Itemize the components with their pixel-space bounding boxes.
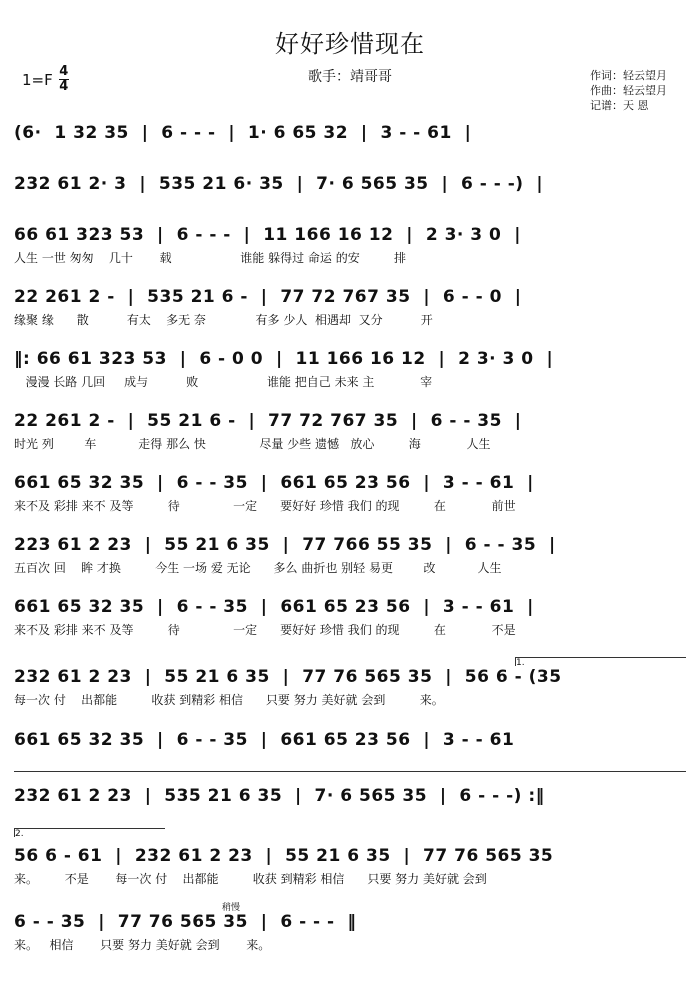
lyrics: 来不及 彩排 来不 及等 待 一定 要好好 珍惜 我们 的现 在 前世 (14, 499, 516, 513)
lyrics (14, 755, 686, 771)
composer: 作曲：轻云望月 (590, 84, 667, 97)
lyricist: 作词：轻云望月 (590, 69, 667, 82)
lyrics (14, 811, 686, 827)
score-row-14 (14, 911, 686, 952)
notes: 661 65 32 35 | 6 - - 35 | 661 65 23 56 | 3 - - 61 | (14, 473, 534, 493)
notes: 56 6 - 61 | 232 61 2 23 | 55 21 6 35 | 77 76 565 35 (14, 846, 554, 866)
time-bottom: 4 (59, 79, 69, 94)
score-row-7 (14, 472, 686, 513)
lyrics: 来。 相信 只要 努力 美好就 会到 来。 (14, 938, 271, 952)
notes: 232 61 2· 3 | 535 21 6· 35 | 7· 6 565 35 | 6 - - -) | (14, 174, 544, 194)
notes: 232 61 2 23 | 55 21 6 35 | 77 76 565 35 | 56 6 - (35 (14, 667, 562, 687)
time-top: 4 (59, 64, 69, 79)
lyrics: 来不及 彩排 来不 及等 待 一定 要好好 珍惜 我们 的现 在 不是 (14, 623, 516, 637)
notes: 661 65 32 35 | 6 - - 35 | 661 65 23 56 | 3 - - 61 | (14, 597, 534, 617)
score-row-11 (14, 729, 686, 763)
tempo-mark: 稍慢 (222, 903, 241, 913)
notes: (6· 1 32 35 | 6 - - - | 1· 6 65 32 | 3 - - 61 | (14, 123, 472, 143)
lyrics: 时光 列 车 走得 那么 快 尽量 少些 遗憾 放心 海 人生 (14, 437, 491, 451)
score-row-5 (14, 348, 686, 389)
volta-1: 1. (515, 657, 686, 666)
notes: 661 65 32 35 | 6 - - 35 | 661 65 23 56 | 3 - - 61 (14, 730, 515, 750)
notes: 66 61 323 53 | 6 - - - | 11 166 16 12 | 2 3· 3 0 | (14, 225, 521, 245)
lyrics (14, 199, 686, 215)
lyrics: 五百次 回 眸 才换 今生 一场 爱 无论 多么 曲折也 别轻 易更 改 人生 (14, 561, 502, 575)
score-row-13 (14, 845, 686, 886)
volta-line (14, 771, 686, 772)
score-row-3 (14, 224, 686, 265)
score-row-2 (14, 173, 686, 207)
score-row-9 (14, 596, 686, 637)
notes: 232 61 2 23 | 535 21 6 35 | 7· 6 565 35 | 6 - - -) :‖ (14, 786, 545, 806)
notes: 22 261 2 - | 55 21 6 - | 77 72 767 35 | 6 - - 35 | (14, 411, 522, 431)
notes: 22 261 2 - | 535 21 6 - | 77 72 767 35 | 6 - - 0 | (14, 287, 522, 307)
lyrics: 来。 不是 每一次 付 出都能 收获 到精彩 相信 只要 努力 美好就 会到 (14, 872, 487, 886)
score-row-6 (14, 410, 686, 451)
score-row-4 (14, 286, 686, 327)
lyrics (14, 148, 686, 164)
song-title: 好好珍惜现在 (275, 30, 425, 58)
singer-label: 歌手：靖哥哥 (308, 69, 392, 85)
score-row-10 (14, 666, 686, 707)
lyrics: 缘聚 缘 散 有太 多无 奈 有多 少人 相遇却 又分 开 (14, 313, 433, 327)
transcriber: 记谱：天 恩 (590, 99, 649, 112)
lyrics: 每一次 付 出都能 收获 到精彩 相信 只要 努力 美好就 会到 来。 (14, 693, 444, 707)
notes: 6 - - 35 | 77 76 565 35 | 6 - - - ‖ (14, 912, 357, 932)
score-row-8 (14, 534, 686, 575)
score-row-1 (14, 122, 686, 156)
lyrics: 人生 一世 匆匆 几十 载 谁能 躲得过 命运 的安 排 (14, 251, 407, 265)
credits (590, 68, 667, 113)
notes: ‖: 66 61 323 53 | 6 - 0 0 | 11 166 16 12 | 2 3· 3 0 | (14, 349, 554, 369)
notes: 223 61 2 23 | 55 21 6 35 | 77 766 55 35 | 6 - - 35 | (14, 535, 556, 555)
score-row-12 (14, 785, 686, 819)
lyrics: 漫漫 长路 几回 成与 败 谁能 把自己 未来 主 宰 (14, 375, 433, 389)
key-label: 1=F (22, 70, 53, 89)
volta-2: 2. (14, 828, 165, 837)
